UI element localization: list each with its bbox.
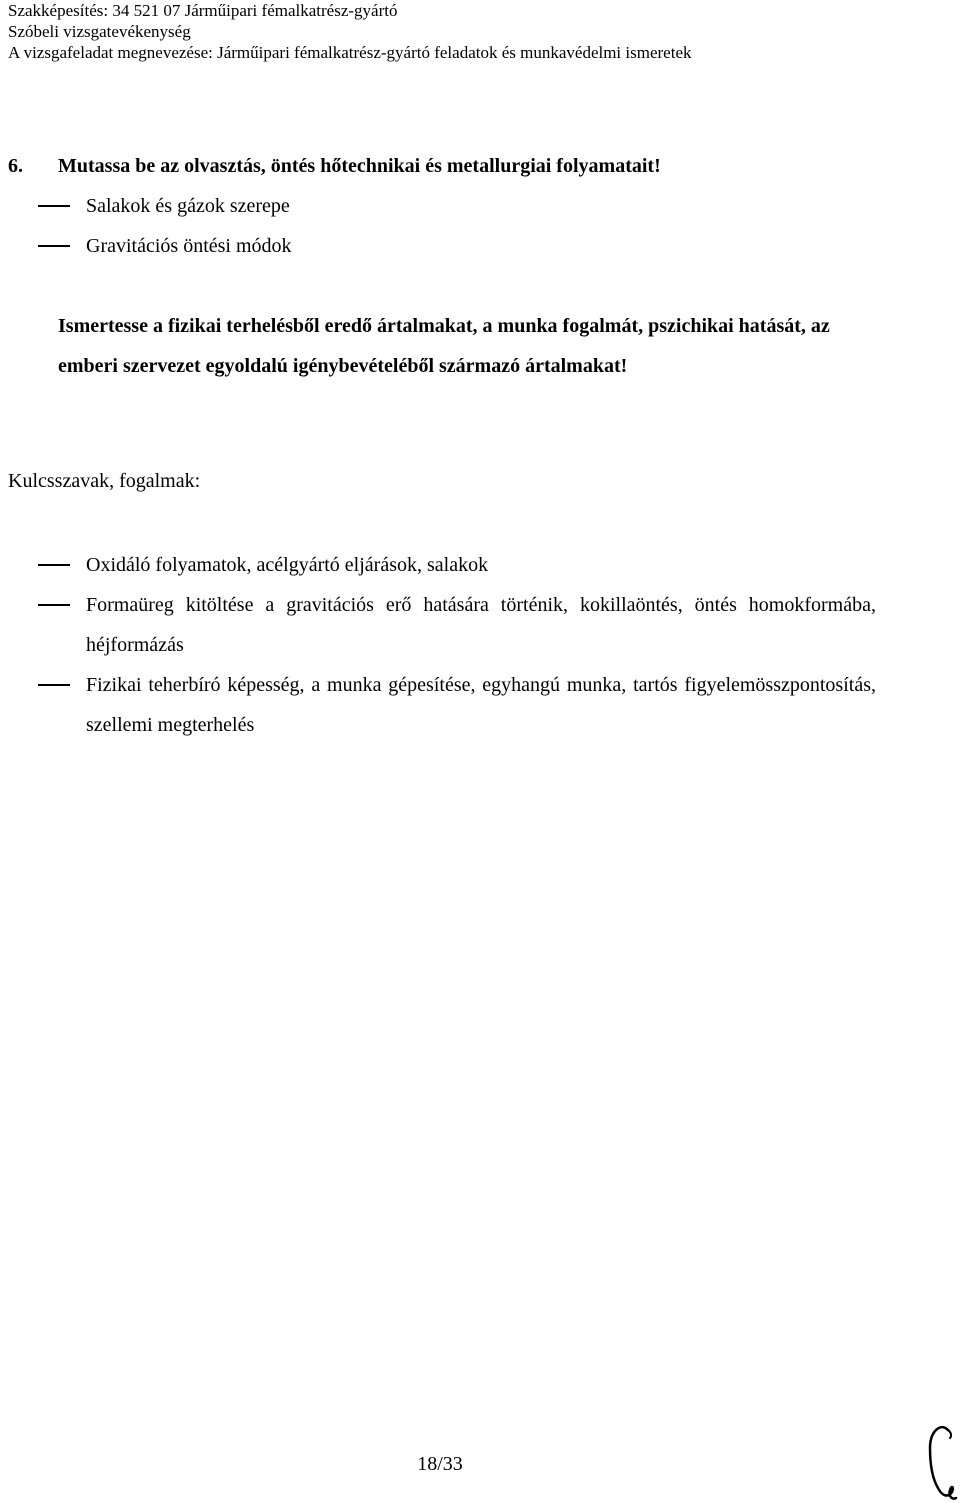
- question-number: 6.: [8, 155, 23, 177]
- keywords-title: Kulcsszavak, fogalmak:: [8, 470, 201, 492]
- header-task-name: A vizsgafeladat megnevezése: Járműipari fémalkatrész-gyártó feladatok és munkavédelmi ismeretek: [8, 43, 692, 62]
- signature-mark: [918, 1418, 960, 1503]
- task-description: Ismertesse a fizikai terhelésből eredő ártalmakat, a munka fogalmát, pszichikai hatását, az emberi szervezet egyoldalú igénybevételéből származó ártalmakat!: [58, 315, 830, 377]
- page-number: 18/33: [417, 1453, 463, 1475]
- question-point-text: Salakok és gázok szerepe: [86, 195, 290, 217]
- dash-bullet: [38, 604, 70, 606]
- keyword-item: [8, 545, 876, 585]
- question-point: [8, 226, 876, 266]
- question-point-text: Gravitációs öntési módok: [86, 235, 292, 257]
- keyword-item: [8, 585, 876, 665]
- question-point: [8, 186, 876, 226]
- dash-bullet: [38, 205, 70, 207]
- dash-bullet: [38, 564, 70, 566]
- header-qualification: Szakképesítés: 34 521 07 Járműipari fémalkatrész-gyártó: [8, 1, 398, 20]
- keyword-item-text: Fizikai teherbíró képesség, a munka gépesítése, egyhangú munka, tartós figyelemösszpontosítás, szellemi megterhelés: [86, 674, 876, 736]
- keyword-item-text: Oxidáló folyamatok, acélgyártó eljárások, salakok: [86, 554, 489, 576]
- document-header: [8, 0, 692, 63]
- dash-bullet: [38, 245, 70, 247]
- header-exam-type: Szóbeli vizsgatevékenység: [8, 22, 191, 41]
- keyword-item: [8, 665, 876, 745]
- question-heading: [8, 155, 661, 178]
- dash-bullet: [38, 684, 70, 686]
- question-text: Mutassa be az olvasztás, öntés hőtechnikai és metallurgiai folyamatait!: [58, 155, 661, 177]
- keyword-item-text: Formaüreg kitöltése a gravitációs erő hatására történik, kokillaöntés, öntés homokformába, héjformázás: [86, 594, 876, 656]
